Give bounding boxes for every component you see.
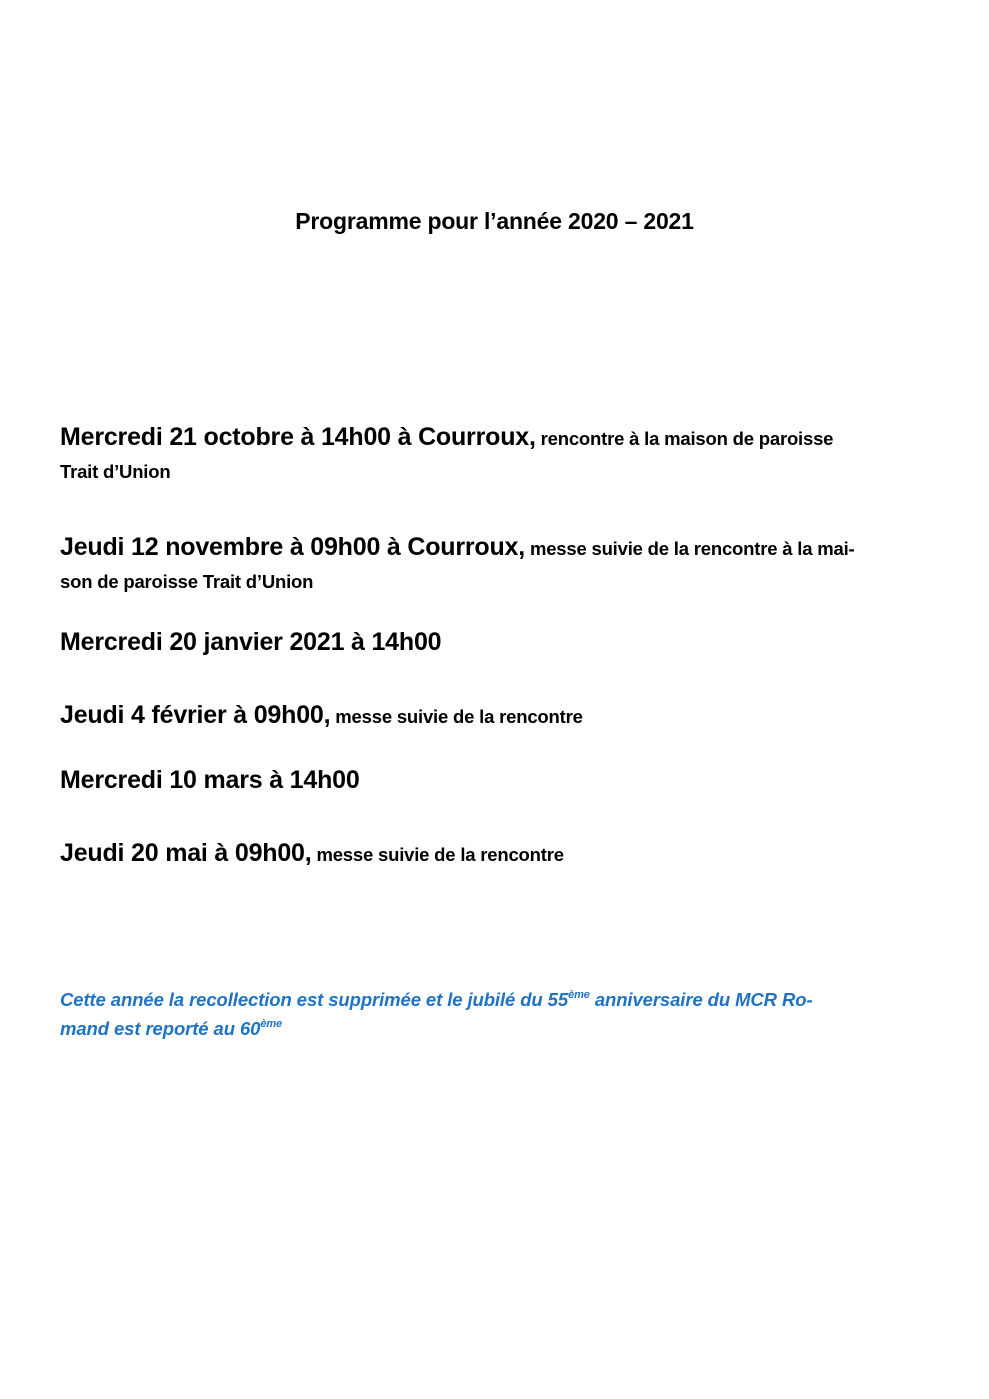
schedule-entry xyxy=(60,627,925,661)
announcement-note xyxy=(60,985,920,1043)
note-superscript: ème xyxy=(260,1018,283,1030)
note-text: Cette année la recollection est supprimée et le jubilé du 55 xyxy=(60,989,569,1010)
entry-detail: messe suivie de la rencontre à la mai- xyxy=(525,538,855,559)
schedule-entry xyxy=(60,422,925,489)
entry-detail-continued: Trait d’Union xyxy=(60,461,171,482)
note-superscript: ème xyxy=(568,989,590,1001)
entry-detail: rencontre à la maison de paroisse xyxy=(535,428,834,449)
entry-detail: messe suivie de la rencontre xyxy=(330,706,583,727)
note-text: anniversaire du MCR Ro- xyxy=(589,989,813,1010)
entry-date-location: Mercredi 20 janvier 2021 à 14h00 xyxy=(60,628,442,656)
schedule-entry xyxy=(60,532,925,599)
entry-date-location: Jeudi 20 mai à 09h00, xyxy=(60,839,312,867)
page-title: Programme pour l’année 2020 – 2021 xyxy=(295,208,694,234)
note-text-continued: mand est reporté au 60 xyxy=(60,1018,261,1039)
entry-date-location: Mercredi 10 mars à 14h00 xyxy=(60,766,360,794)
schedule-entry xyxy=(60,838,925,872)
entry-date-location: Jeudi 4 février à 09h00, xyxy=(60,701,331,729)
schedule-entry xyxy=(60,700,925,734)
schedule-entry xyxy=(60,765,925,799)
entry-date-location: Mercredi 21 octobre à 14h00 à Courroux, xyxy=(60,423,536,451)
entry-detail: messe suivie de la rencontre xyxy=(311,844,564,865)
entry-detail-continued: son de paroisse Trait d’Union xyxy=(60,571,314,592)
entry-date-location: Jeudi 12 novembre à 09h00 à Courroux, xyxy=(60,533,525,561)
